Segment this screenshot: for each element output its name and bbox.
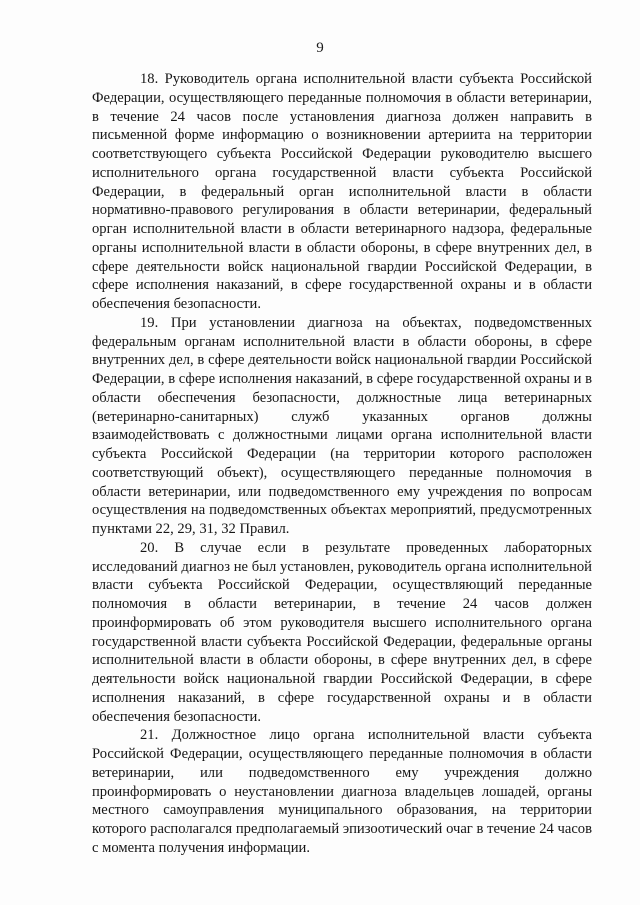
page-number: 9 bbox=[316, 40, 324, 56]
paragraph-18: 18. Руководитель органа исполнительной власти субъекта Российской Федерации, осуществляющего переданные полномочия в области ветеринарии, в течение 24 часов после установления диагноза должен направить в письменной форме информацию о возникновении артериита на территории соответствующего субъекта Российской Федерации руководителю высшего исполнительного органа государственной власти субъекта Российской Федерации, в федеральный орган исполнительной власти в области нормативно-правового регулирования в области ветеринарии, федеральный орган исполнительной власти в области ветеринарного надзора, федеральные органы исполнительной власти в области обороны, в сфере внутренних дел, в сфере деятельности войск национальной гвардии Российской Федерации, в сфере исполнения наказаний, в сфере государственной охраны и в области обеспечения безопасности. bbox=[92, 71, 592, 312]
paragraph-20: 20. В случае если в результате проведенных лабораторных исследований диагноз не был установлен, руководитель органа исполнительной власти субъекта Российской Федерации, осуществляющий переданные полномочия в области ветеринарии, в течение 24 часов должен проинформировать об этом руководителя высшего исполнительного органа государственной власти субъекта Российской Федерации, федеральные органы исполнительной власти в области обороны, в сфере внутренних дел, в сфере деятельности войск национальной гвардии Российской Федерации, в сфере исполнения наказаний, в сфере государственной охраны и в области обеспечения безопасности. bbox=[92, 539, 592, 725]
document-body bbox=[92, 70, 592, 858]
paragraph-21: 21. Должностное лицо органа исполнительной власти субъекта Российской Федерации, осуществляющего переданные полномочия в области ветеринарии, или подведомственного ему учреждения должно проинформировать о неустановлении диагноза владельцев лошадей, органы местного самоуправления муниципального образования, на территории которого располагался предполагаемый эпизоотический очаг в течение 24 часов с момента получения информации. bbox=[92, 727, 592, 856]
paragraph-19: 19. При установлении диагноза на объектах, подведомственных федеральным органам исполнительной власти в области обороны, в сфере внутренних дел, в сфере деятельности войск национальной гвардии Российской Федерации, в сфере исполнения наказаний, в сфере государственной охраны и в области обеспечения безопасности, должностные лица ветеринарных (ветеринарно-санитарных) служб указанных органов должны взаимодействовать с должностными лицами органа исполнительной власти субъекта Российской Федерации (на территории которого расположен соответствующий объект), осуществляющего переданные полномочия в области ветеринарии, или подведомственного ему учреждения по вопросам осуществления на подведомственных объектах мероприятий, предусмотренных пунктами 22, 29, 31, 32 Правил. bbox=[92, 314, 592, 537]
